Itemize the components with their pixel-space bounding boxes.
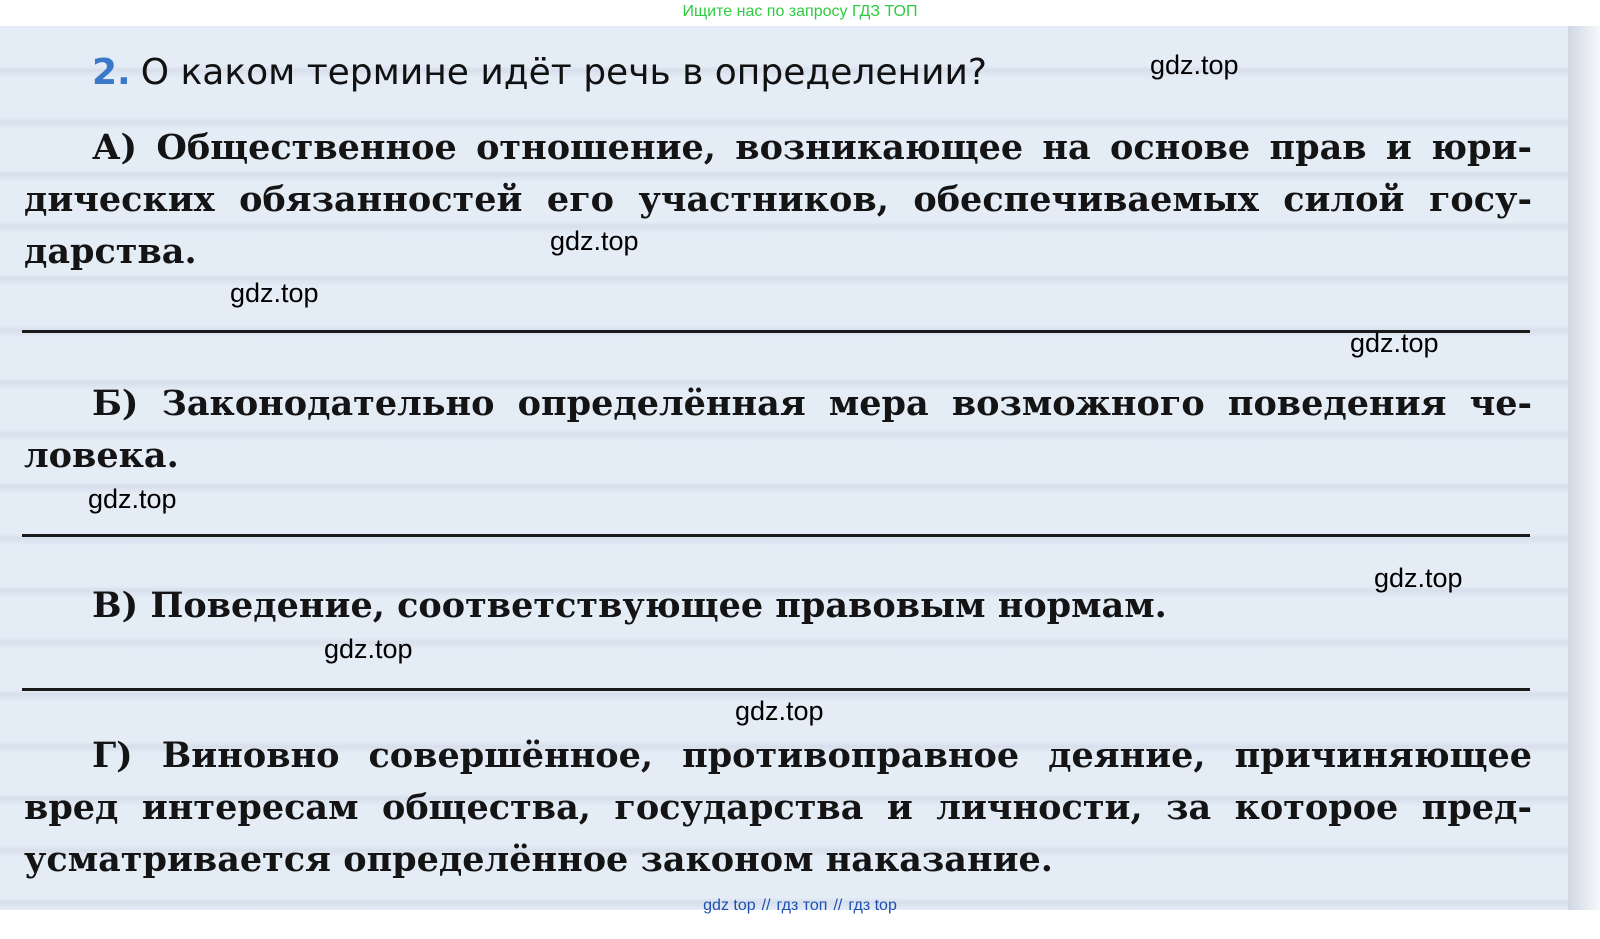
definition-d-line-3: усматривается определённое законом наказание. bbox=[24, 839, 1053, 880]
watermark: gdz.top bbox=[1350, 328, 1439, 358]
definition-c-line-1: В) Поведение, соответствующее правовым нормам. bbox=[92, 585, 1167, 626]
task-question: О каком термине идёт речь в определении? bbox=[140, 52, 987, 93]
footer-separator: // bbox=[761, 897, 771, 914]
footer-separator: // bbox=[833, 897, 843, 914]
footer-link-1[interactable]: gdz top bbox=[703, 897, 756, 914]
task-heading bbox=[92, 52, 987, 93]
definition-a bbox=[24, 122, 1532, 278]
footer-link-2[interactable]: гдз топ bbox=[776, 897, 828, 914]
definition-a-line-3: дарства. bbox=[24, 231, 197, 272]
definition-a-line-1: А) Общественное отношение, возникающее на основе прав и юри- bbox=[92, 127, 1532, 168]
definition-d-line-2: вред интересам общества, государства и личности, за которое пред- bbox=[24, 787, 1532, 828]
task-number: 2. bbox=[92, 52, 131, 93]
answer-line-b[interactable] bbox=[22, 534, 1530, 537]
footer-link-3[interactable]: гдз top bbox=[848, 897, 897, 914]
watermark: gdz.top bbox=[88, 484, 177, 514]
page-edge bbox=[1568, 26, 1600, 910]
definition-a-line-2: дических обязанностей его участников, обеспечиваемых силой госу- bbox=[24, 179, 1532, 220]
definition-b-line-2: ловека. bbox=[24, 435, 179, 476]
watermark: gdz.top bbox=[550, 226, 639, 256]
watermark: gdz.top bbox=[1374, 563, 1463, 593]
watermark: gdz.top bbox=[735, 696, 824, 726]
footer-links bbox=[0, 893, 1600, 919]
watermark: gdz.top bbox=[1150, 50, 1239, 80]
watermark: gdz.top bbox=[230, 278, 319, 308]
answer-line-c[interactable] bbox=[22, 688, 1530, 691]
definition-d-line-1: Г) Виновно совершённое, противоправное деяние, причиняющее bbox=[92, 735, 1532, 776]
watermark: gdz.top bbox=[324, 634, 413, 664]
answer-line-a[interactable] bbox=[22, 330, 1530, 333]
definition-b-line-1: Б) Законодательно определённая мера возможного поведения че- bbox=[92, 383, 1532, 424]
search-hint-banner: Ищите нас по запросу ГДЗ ТОП bbox=[682, 3, 918, 20]
definition-d bbox=[24, 730, 1532, 886]
definition-b bbox=[24, 378, 1532, 482]
definition-c bbox=[24, 580, 1532, 632]
